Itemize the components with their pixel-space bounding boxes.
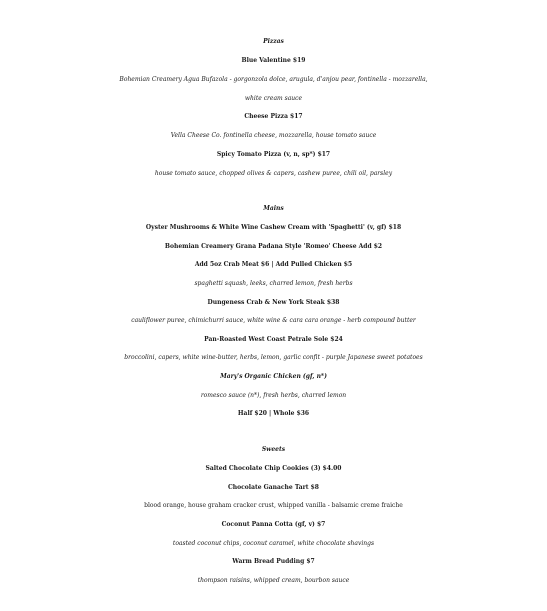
item-description: blood orange, house graham cracker crust, whipped vanilla - balsamic creme fraiche (144, 502, 403, 509)
item-addon-crab-chicken: Add 5oz Crab Meat $6 | Add Pulled Chicken $5 (194, 261, 353, 268)
item-organic-chicken: Mary's Organic Chicken (gf, n*) (220, 373, 327, 380)
item-description: toasted coconut chips, coconut caramel, white chocolate shavings (172, 540, 375, 547)
item-description: spaghetti squash, leeks, charred lemon, fresh herbs (194, 280, 353, 287)
item-chicken-prices: Half $20 | Whole $36 (237, 410, 310, 417)
section-title-sweets: Sweets (261, 446, 286, 453)
item-description: Bohemian Creamery Agua Bufazola - gorgonzola dolce, arugula, d'anjou pear, fontinella - mozzarella, (119, 76, 428, 83)
item-cookies: Salted Chocolate Chip Cookies (3) $4.00 (205, 465, 342, 472)
item-cheese-pizza: Cheese Pizza $17 (244, 113, 303, 120)
item-description: white cream sauce (244, 95, 303, 102)
item-description: cauliflower puree, chimichurri sauce, white wine & cara cara orange - herb compound butter (131, 317, 416, 324)
item-addon-romeo-cheese: Bohemian Creamery Grana Padana Style 'Romeo' Cheese Add $2 (164, 243, 383, 250)
item-description: broccolini, capers, white wine-butter, herbs, lemon, garlic confit - purple Japanese sweet potatoes (124, 354, 423, 361)
item-bread-pudding: Warm Bread Pudding $7 (232, 558, 315, 565)
item-oyster-mushrooms: Oyster Mushrooms & White Wine Cashew Cream with 'Spaghetti' (v, gf) $18 (145, 224, 402, 231)
item-description: Vella Cheese Co. fontinella cheese, mozzarella, house tomato sauce (170, 132, 377, 139)
item-petrale-sole: Pan-Roasted West Coast Petrale Sole $24 (204, 336, 343, 343)
item-spicy-tomato-pizza: Spicy Tomato Pizza (v, n, sp*) $17 (216, 151, 331, 158)
item-blue-valentine: Blue Valentine $19 (241, 57, 306, 64)
section-title-pizzas: Pizzas (263, 38, 284, 45)
item-panna-cotta: Coconut Panna Cotta (gf, v) $7 (221, 521, 326, 528)
item-crab-steak: Dungeness Crab & New York Steak $38 (207, 299, 340, 306)
item-description: romesco sauce (n*), fresh herbs, charred lemon (200, 392, 347, 399)
item-description: thompson raisins, whipped cream, bourbon sauce (197, 577, 350, 584)
section-title-mains: Mains (263, 205, 284, 212)
item-description: house tomato sauce, chopped olives & capers, cashew puree, chili oil, parsley (154, 170, 393, 177)
item-ganache-tart: Chocolate Ganache Tart $8 (228, 484, 319, 491)
